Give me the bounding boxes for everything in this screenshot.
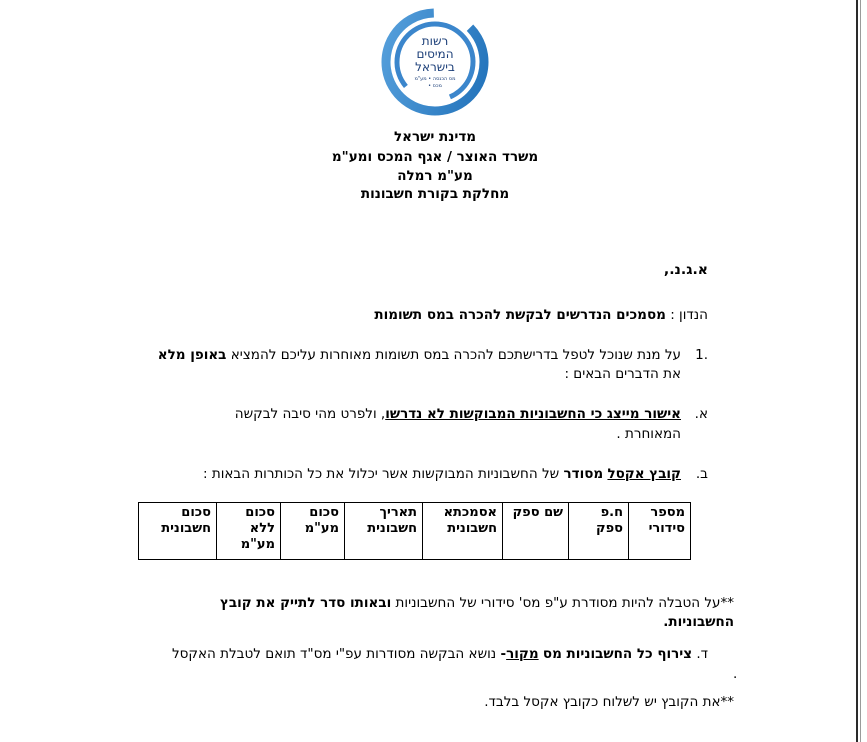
logo-line3: בישראל	[415, 60, 455, 74]
logo-small2: • מכס	[428, 83, 442, 89]
header-department: מחלקת בקורת חשבונות	[360, 186, 510, 202]
item-d-bold: צירוף כל החשבוניות מס	[542, 646, 693, 662]
note2-line	[484, 694, 734, 710]
item1-bold: באופן מלא	[157, 347, 227, 363]
item-b-text: של החשבוניות המבוקשות אשר יכלול את כל הכותרות הבאות :	[202, 466, 560, 482]
tax-authority-logo	[381, 8, 489, 116]
required-columns-table	[138, 502, 691, 560]
item-a-text: , ולפרט מהי סיבה לבקשה	[234, 406, 386, 422]
item-d-dash: -	[500, 646, 507, 662]
subject-text: מסמכים הנדרשים לבקשת להכרה במס תשומות	[374, 307, 666, 323]
item-a-cont: המאוחרת .	[616, 426, 681, 442]
table-header-cell: ח.פ ספק	[569, 503, 629, 560]
item-d-line	[172, 646, 708, 662]
page-edge	[856, 0, 858, 742]
note2-text: את הקובץ יש לשלוח כקובץ אקסל בלבד.	[484, 694, 721, 710]
table-header-cell: שם ספק	[503, 503, 569, 560]
table-header-cell: מספר סידורי	[629, 503, 691, 560]
item-d-text: נושא הבקשה מסודרות עפ"י מס"ד תואם לטבלת האקסל	[171, 646, 501, 662]
item-b-letter: ב.	[695, 466, 708, 482]
item-b-underlined: קובץ אקסל	[607, 466, 681, 482]
table-header-cell: תאריך חשבונית	[345, 503, 423, 560]
table-header-cell: סכום חשבונית	[139, 503, 217, 560]
item1-cont: את הדברים הבאים :	[564, 366, 681, 382]
item-d-underlined: מקור	[506, 646, 539, 662]
table-header-row	[139, 503, 691, 560]
table-header-cell: סכום ללא מע"מ	[217, 503, 281, 560]
table-header-cell: סכום מע"מ	[281, 503, 345, 560]
item-a-letter: א.	[694, 406, 708, 422]
logo-line2: המיסים	[416, 47, 454, 61]
logo-small1: מס הכנסה • מע"מ	[414, 76, 456, 82]
header-ministry: משרד האוצר / אגף המכס ומע"מ	[331, 149, 539, 165]
note1-text: על הטבלה להיות מסודרת ע"פ מס' סידורי של החשבוניות	[395, 595, 721, 611]
greeting: א.ג.נ.,	[663, 262, 708, 278]
note1-prefix: **	[720, 595, 734, 611]
item1-line1	[158, 347, 681, 363]
item-d-letter: ד.	[696, 646, 708, 662]
note1-bold: ובאותו סדר לתייק את קובץ	[219, 595, 392, 611]
item-d-trailing-dot: .	[733, 666, 738, 682]
item1-number: 1.	[695, 347, 708, 363]
item1-text: על מנת שנוכל לטפל בדרישתכם להכרה במס תשומות מאוחרות עליכם להמציא	[230, 347, 681, 363]
note1-cont: החשבוניות.	[663, 614, 734, 630]
item-b-bold: מסודר	[563, 466, 604, 482]
item-a-underlined: אישור מייצג כי החשבוניות המבוקשות לא נדרשו	[385, 406, 681, 422]
header-state: מדינת ישראל	[393, 129, 477, 145]
note1-line1	[220, 595, 734, 611]
item-b-line	[203, 466, 681, 482]
subject-label: הנדון :	[670, 307, 708, 323]
header-office: מע"מ רמלה	[397, 168, 473, 184]
note2-prefix: **	[720, 694, 734, 710]
item-a-line1	[235, 406, 681, 422]
logo-line1: רשות	[421, 34, 449, 48]
page-edge-shadow	[860, 0, 861, 742]
subject-line	[374, 307, 708, 323]
table-header-cell: אסמכתא חשבונית	[423, 503, 503, 560]
